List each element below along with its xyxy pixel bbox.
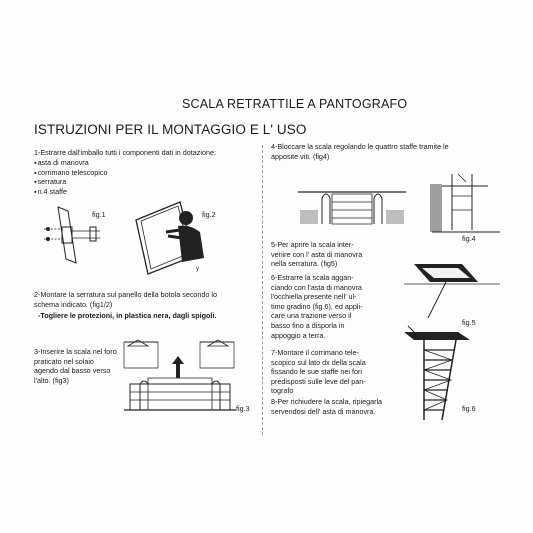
figure-5-hatch-drawing <box>402 262 502 320</box>
figure-2-caption: fig.2 <box>202 210 216 219</box>
svg-text:y: y <box>196 266 199 272</box>
component-item: ▪ asta di manovra <box>34 158 107 168</box>
component-item: ▪ corrimano telescopico <box>34 168 107 178</box>
step-3-text: 3-Inserire la scala nel foro praticato nel solaio agendo dal basso verso l'alto. (fig3) <box>34 347 117 385</box>
warning-text: -Togliere le protezioni, in plastica nera, dagli spigoli. <box>38 311 217 320</box>
column-divider <box>262 145 263 435</box>
component-item: ▪ serratura <box>34 177 107 187</box>
step-7-text: 7-Montare il corrimano tele- scopico sul lato dx della scala fissando le sue staffe nei fori predisposti sulle leve del pan- tografo <box>271 348 366 396</box>
step-5-text: 5-Per aprire la scala inter- venire con l' asta di manovra nella serratura. (fig5) <box>271 240 363 269</box>
figure-4-detail-drawing <box>428 170 504 234</box>
step-4-text: 4-Bloccare la scala regolando le quattro staffe tramite le apposite viti. (fig4) <box>271 142 449 161</box>
step-2-text: 2-Montare la serratura sul panello della botola secondo lo schema indicato. (fig1/2) <box>34 290 217 309</box>
figure-4-brackets-drawing <box>296 184 408 228</box>
component-item: ▪ n.4 staffe <box>34 187 107 197</box>
figure-3-ladder-drawing <box>118 338 242 416</box>
document-title: SCALA RETRATTILE A PANTOGRAFO <box>182 97 408 111</box>
components-list <box>34 158 107 196</box>
document-subtitle: ISTRUZIONI PER IL MONTAGGIO E L' USO <box>34 122 307 137</box>
figure-2-person-drawing <box>132 198 212 276</box>
figure-5-caption: fig.5 <box>462 318 476 327</box>
step-8-text: 8-Per richiudere la scala, ripiegarla servendosi dell' asta di manovra. <box>271 397 383 416</box>
figure-1-caption: fig.1 <box>92 210 106 219</box>
step-6-text: 6-Estrarre la scala aggan- ciando con l'asta di manovra l'occhiella presente nell' ul- timo gradino (fig.6), ed appli- care una trazione verso il basso fino a disporla in appoggio a terra. <box>271 273 363 340</box>
figure-3-caption: fig.3 <box>236 404 250 413</box>
figure-6-caption: fig.6 <box>462 404 476 413</box>
figure-4-caption: fig.4 <box>462 234 476 243</box>
step-1-intro: 1-Estrarre dall'imballo tutti i componenti dati in dotazione: <box>34 148 216 157</box>
